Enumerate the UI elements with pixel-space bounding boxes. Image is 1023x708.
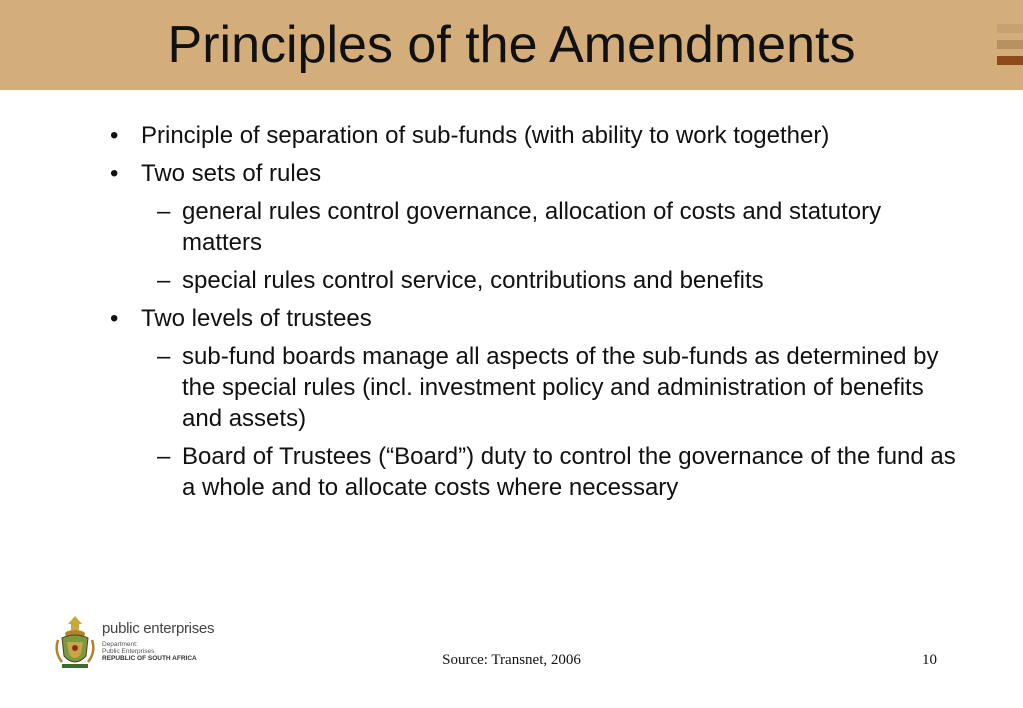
bullet-mark: • <box>110 305 119 332</box>
sub-bullet-item <box>106 196 966 258</box>
sub-bullet-mark: – <box>157 343 171 370</box>
corner-stripe-1 <box>997 24 1023 33</box>
sub-bullet-item <box>106 265 966 296</box>
corner-stripe-2 <box>997 40 1023 49</box>
bullet-mark: • <box>110 122 119 149</box>
sub-bullet-text: sub-fund boards manage all aspects of the sub-funds as determined by the special rules (incl. investment policy and administration of benefits and assets) <box>182 343 939 432</box>
bullet-list <box>106 120 966 510</box>
corner-stripe-3 <box>997 56 1023 65</box>
bullet-text: Principle of separation of sub-funds (with ability to work together) <box>141 122 830 149</box>
slide-title: Principles of the Amendments <box>167 16 856 74</box>
sub-bullet-mark: – <box>157 443 171 470</box>
bullet-item <box>106 158 966 189</box>
bullet-text: Two levels of trustees <box>141 305 372 332</box>
logo-line-2: Public Enterprises <box>102 648 155 655</box>
sub-bullet-text: special rules control service, contributions and benefits <box>182 267 764 294</box>
corner-decoration <box>997 24 1023 72</box>
logo-name: public enterprises <box>102 620 215 637</box>
footer-source: Source: Transnet, 2006 <box>442 652 581 668</box>
bullet-text: Two sets of rules <box>141 160 322 187</box>
sub-bullet-mark: – <box>157 198 171 225</box>
bullet-item <box>106 303 966 334</box>
logo-line-1: Department: <box>102 641 138 648</box>
sub-bullet-mark: – <box>157 267 171 294</box>
logo-line-3: REPUBLIC OF SOUTH AFRICA <box>102 655 197 662</box>
bullet-mark: • <box>110 160 119 187</box>
bullet-item <box>106 120 966 151</box>
sub-bullet-text: Board of Trustees (“Board”) duty to control the governance of the fund as a whole and to allocate costs where necessary <box>182 443 956 501</box>
sub-bullet-text: general rules control governance, allocation of costs and statutory matters <box>182 198 882 256</box>
page-number: 10 <box>922 652 937 668</box>
sub-bullet-item <box>106 341 966 434</box>
sub-bullet-item <box>106 441 966 503</box>
